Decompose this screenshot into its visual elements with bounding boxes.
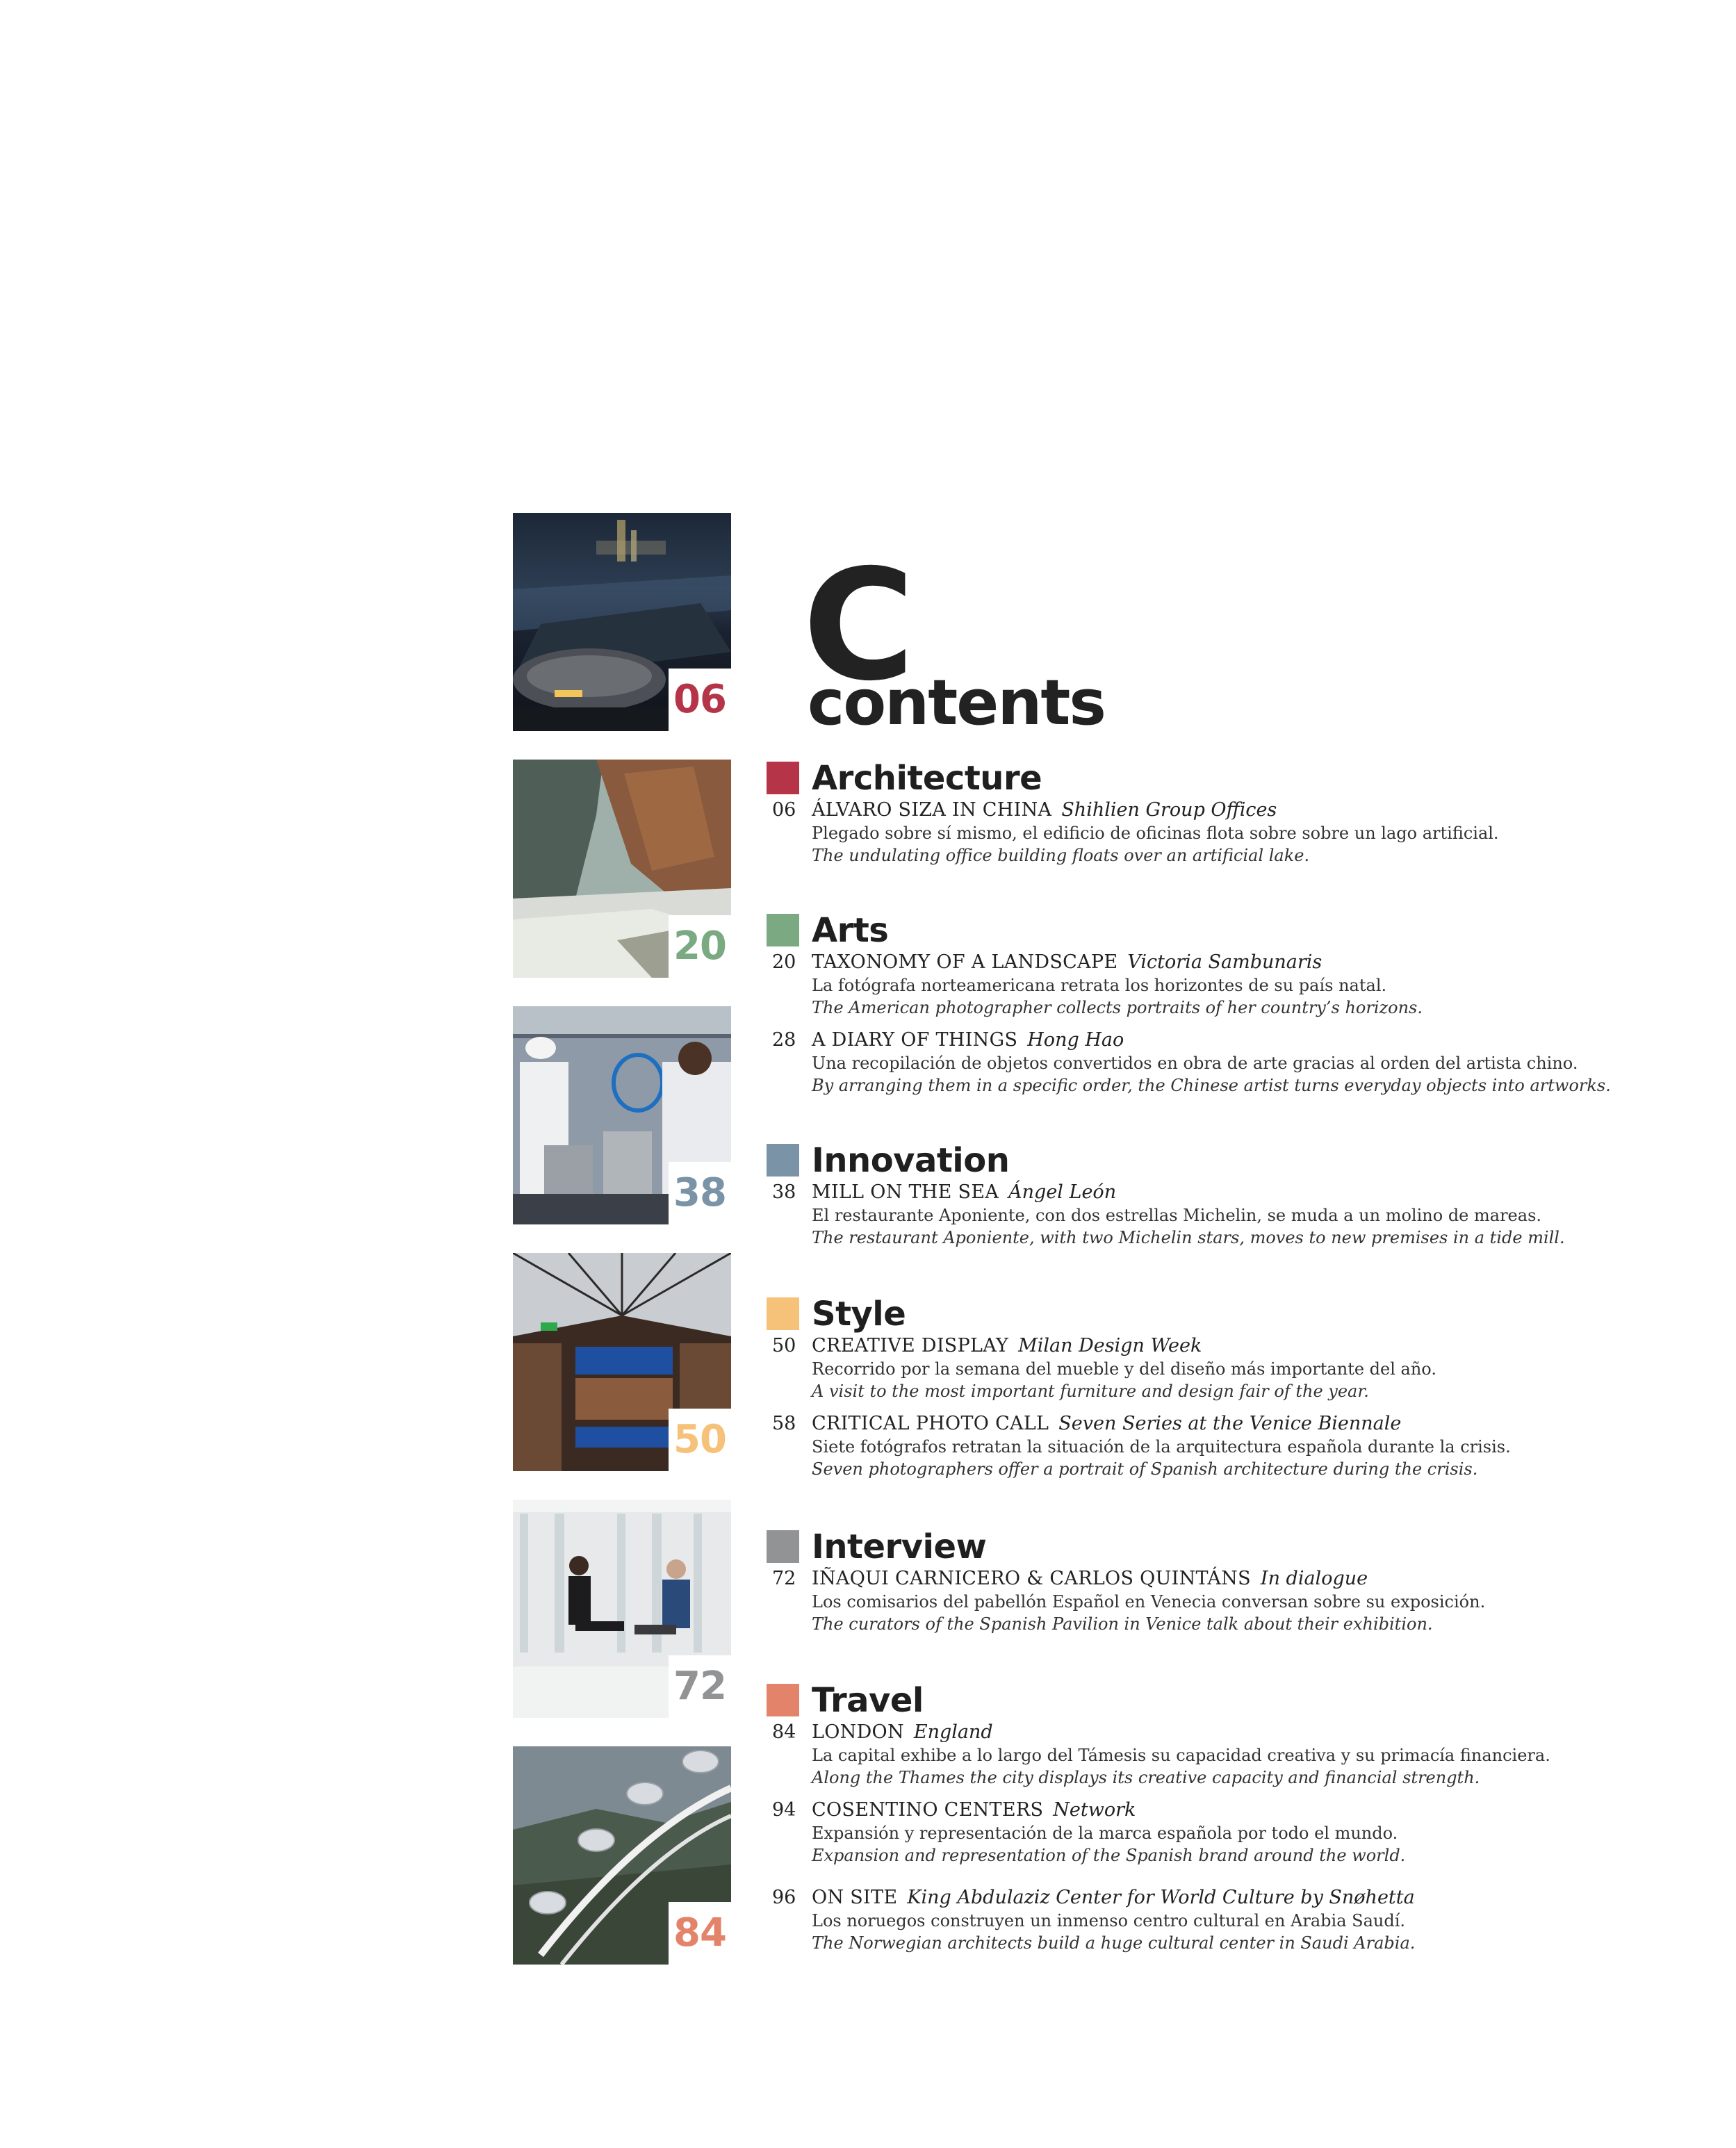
entry-subtitle: Shihlien Group Offices bbox=[1061, 799, 1277, 821]
thumbnail-travel[interactable] bbox=[513, 1746, 731, 1965]
contents-entry[interactable] bbox=[767, 1028, 1670, 1097]
thumbnail-page-number: 06 bbox=[669, 669, 731, 731]
entry-subtitle: Network bbox=[1053, 1799, 1136, 1821]
section-color-square bbox=[767, 762, 799, 794]
contents-entry[interactable] bbox=[767, 1412, 1670, 1480]
contents-entry[interactable] bbox=[767, 1334, 1670, 1402]
section-header bbox=[767, 1680, 1670, 1721]
contents-entry[interactable] bbox=[767, 798, 1670, 867]
section-title: Arts bbox=[812, 911, 889, 950]
contents-entry[interactable] bbox=[767, 1886, 1670, 1954]
entry-description-es: Los noruegos construyen un inmenso centro cultural en Arabia Saudí. bbox=[812, 1911, 1406, 1930]
entry-description-es: La fotógrafa norteamericana retrata los horizontes de su país natal. bbox=[812, 976, 1387, 995]
section-title: Architecture bbox=[812, 759, 1042, 798]
section-title: Travel bbox=[812, 1681, 924, 1720]
section-title: Innovation bbox=[812, 1141, 1010, 1180]
entry-page: 28 bbox=[772, 1029, 796, 1051]
entry-description-en: The American photographer collects portraits of her country’s horizons. bbox=[812, 998, 1423, 1017]
thumbnail-interview[interactable] bbox=[513, 1500, 731, 1718]
section-travel bbox=[767, 1680, 1670, 1954]
entry-title: CREATIVE DISPLAY bbox=[812, 1335, 1009, 1356]
entry-subtitle: Seven Series at the Venice Biennale bbox=[1058, 1413, 1402, 1434]
entry-description-es: Recorrido por la semana del mueble y del diseño más importante del año. bbox=[812, 1359, 1436, 1379]
entry-subtitle: King Abdulaziz Center for World Culture by Snøhetta bbox=[907, 1887, 1415, 1908]
contents-initial: C bbox=[803, 536, 911, 714]
entry-page: 96 bbox=[772, 1887, 796, 1908]
thumbnail-innovation[interactable] bbox=[513, 1006, 731, 1224]
entry-page: 94 bbox=[772, 1799, 796, 1821]
section-architecture bbox=[767, 758, 1670, 867]
entry-description-es: Los comisarios del pabellón Español en Venecia conversan sobre su exposición. bbox=[812, 1592, 1486, 1612]
entry-page: 06 bbox=[772, 799, 796, 821]
entry-page: 58 bbox=[772, 1413, 796, 1434]
thumbnail-architecture[interactable] bbox=[513, 513, 731, 731]
section-title: Style bbox=[812, 1295, 906, 1334]
entry-description-es: Una recopilación de objetos convertidos en obra de arte gracias al orden del artista chino. bbox=[812, 1053, 1578, 1073]
entry-page: 72 bbox=[772, 1568, 796, 1589]
entry-description-es: El restaurante Aponiente, con dos estrellas Michelin, se muda a un molino de mareas. bbox=[812, 1206, 1542, 1225]
section-innovation bbox=[767, 1140, 1670, 1249]
section-color-square bbox=[767, 1297, 799, 1330]
section-header bbox=[767, 910, 1670, 951]
contents-entry[interactable] bbox=[767, 1567, 1670, 1635]
entry-subtitle: Ángel León bbox=[1008, 1181, 1117, 1203]
contents-entry[interactable] bbox=[767, 1181, 1670, 1249]
entry-description-en: Expansion and representation of the Spanish brand around the world. bbox=[812, 1846, 1406, 1865]
thumbnail-page-number: 50 bbox=[669, 1409, 731, 1471]
section-header bbox=[767, 1527, 1670, 1567]
thumbnail-page-number: 38 bbox=[669, 1162, 731, 1224]
entry-title: COSENTINO CENTERS bbox=[812, 1799, 1044, 1821]
thumbnail-page-number: 84 bbox=[669, 1902, 731, 1965]
entry-title: CRITICAL PHOTO CALL bbox=[812, 1413, 1049, 1434]
entry-title: ÁLVARO SIZA IN CHINA bbox=[812, 799, 1052, 821]
entry-description-en: A visit to the most important furniture and design fair of the year. bbox=[812, 1382, 1369, 1401]
entry-subtitle: England bbox=[913, 1721, 993, 1743]
page-title: contents bbox=[808, 666, 1105, 739]
entry-subtitle: In dialogue bbox=[1260, 1568, 1368, 1589]
thumbnail-style[interactable] bbox=[513, 1253, 731, 1471]
section-title: Interview bbox=[812, 1527, 987, 1566]
entry-description-es: Siete fotógrafos retratan la situación de la arquitectura española durante la crisis. bbox=[812, 1437, 1511, 1457]
section-interview bbox=[767, 1527, 1670, 1635]
section-header bbox=[767, 1294, 1670, 1334]
contents-entry[interactable] bbox=[767, 1798, 1670, 1867]
section-color-square bbox=[767, 1684, 799, 1716]
entry-description-es: Plegado sobre sí mismo, el edificio de oficinas flota sobre sobre un lago artificial. bbox=[812, 823, 1499, 843]
section-color-square bbox=[767, 1530, 799, 1563]
entry-page: 20 bbox=[772, 951, 796, 973]
entry-title: ON SITE bbox=[812, 1887, 898, 1908]
section-header bbox=[767, 1140, 1670, 1181]
entry-title: LONDON bbox=[812, 1721, 904, 1743]
entry-subtitle: Hong Hao bbox=[1027, 1029, 1124, 1051]
section-color-square bbox=[767, 914, 799, 946]
section-header bbox=[767, 758, 1670, 798]
section-arts bbox=[767, 910, 1670, 1097]
entry-description-en: The restaurant Aponiente, with two Michelin stars, moves to new premises in a tide mill. bbox=[812, 1228, 1565, 1247]
entry-description-en: Along the Thames the city displays its creative capacity and financial strength. bbox=[812, 1768, 1480, 1787]
thumbnail-arts[interactable] bbox=[513, 760, 731, 978]
contents-entry[interactable] bbox=[767, 1721, 1670, 1789]
entry-description-en: The undulating office building floats over an artificial lake. bbox=[812, 846, 1310, 865]
entry-title: A DIARY OF THINGS bbox=[812, 1029, 1018, 1051]
entry-description-en: The Norwegian architects build a huge cultural center in Saudi Arabia. bbox=[812, 1933, 1416, 1953]
entry-description-es: La capital exhibe a lo largo del Támesis su capacidad creativa y su primacía financiera. bbox=[812, 1746, 1550, 1765]
thumbnail-page-number: 72 bbox=[669, 1655, 731, 1718]
entry-description-en: By arranging them in a specific order, the Chinese artist turns everyday objects into artworks. bbox=[812, 1076, 1611, 1095]
entry-title: MILL ON THE SEA bbox=[812, 1181, 999, 1203]
entry-description-en: Seven photographers offer a portrait of Spanish architecture during the crisis. bbox=[812, 1459, 1478, 1479]
thumbnail-page-number: 20 bbox=[669, 915, 731, 978]
entry-subtitle: Victoria Sambunaris bbox=[1127, 951, 1323, 973]
section-style bbox=[767, 1294, 1670, 1480]
entry-page: 38 bbox=[772, 1181, 796, 1203]
entry-subtitle: Milan Design Week bbox=[1018, 1335, 1202, 1356]
entry-title: TAXONOMY OF A LANDSCAPE bbox=[812, 951, 1118, 973]
entry-page: 50 bbox=[772, 1335, 796, 1356]
section-color-square bbox=[767, 1144, 799, 1177]
contents-entry[interactable] bbox=[767, 951, 1670, 1019]
entry-description-es: Expansión y representación de la marca española por todo el mundo. bbox=[812, 1823, 1398, 1843]
entry-page: 84 bbox=[772, 1721, 796, 1743]
entry-title: IÑAQUI CARNICERO & CARLOS QUINTÁNS bbox=[812, 1568, 1251, 1589]
entry-description-en: The curators of the Spanish Pavilion in Venice talk about their exhibition. bbox=[812, 1614, 1433, 1634]
